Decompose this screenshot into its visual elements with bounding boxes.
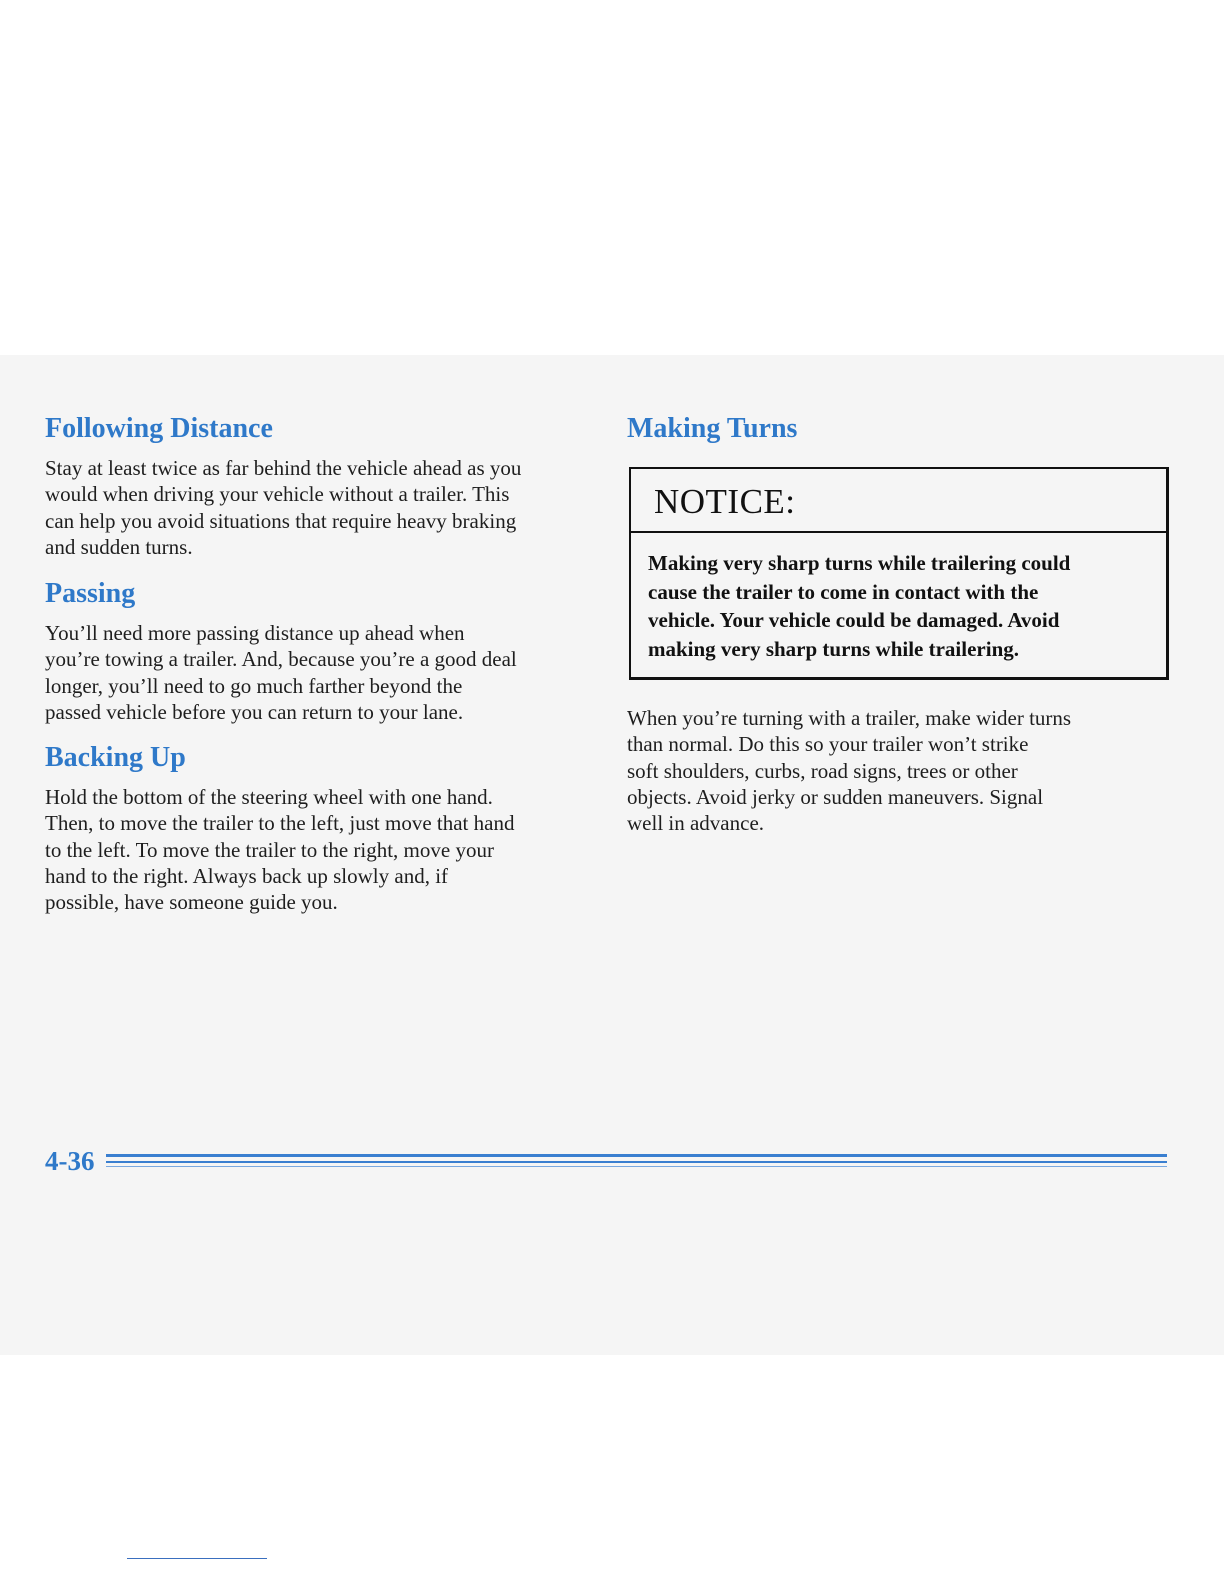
footer-rule [106, 1161, 1167, 1163]
paragraph-making-turns [627, 705, 1071, 836]
paragraph-backing-up [45, 784, 514, 915]
text-line: you’re towing a trailer. And, because you’re a good deal [45, 647, 517, 672]
text-line: longer, you’ll need to go much farther beyond the [45, 673, 463, 698]
heading-passing: Passing [45, 578, 136, 609]
notice-line: vehicle. Your vehicle could be damaged. Avoid [648, 608, 1060, 632]
paragraph-following-distance [45, 455, 521, 560]
notice-line: making very sharp turns while trailering. [648, 636, 1019, 661]
text-line: When you’re turning with a trailer, make wider turns [627, 706, 1072, 730]
text-line: hand to the right. Always back up slowly and, if [45, 863, 449, 888]
heading-making-turns: Making Turns [627, 413, 798, 444]
notice-text [631, 533, 1166, 663]
text-line: and sudden turns. [45, 534, 193, 559]
text-line: objects. Avoid jerky or sudden maneuvers. Signal [627, 784, 1044, 809]
heading-backing-up: Backing Up [45, 742, 186, 773]
notice-line: Making very sharp turns while trailering could [648, 551, 1071, 575]
text-line: Then, to move the trailer to the left, just move that hand [45, 811, 515, 836]
notice-line: cause the trailer to come in contact with the [648, 579, 1039, 604]
notice-box [629, 467, 1169, 680]
page-number: 4-36 [45, 1146, 95, 1176]
bottom-divider [127, 1558, 267, 1559]
text-line: to the left. To move the trailer to the right, move your [45, 837, 494, 862]
text-line: than normal. Do this so your trailer won’t strike [627, 732, 1029, 757]
text-line: possible, have someone guide you. [45, 890, 338, 915]
text-line: soft shoulders, curbs, road signs, trees or other [627, 758, 1018, 783]
text-line: passed vehicle before you can return to your lane. [45, 699, 464, 724]
footer-rule [106, 1166, 1167, 1167]
text-line: well in advance. [627, 811, 765, 836]
text-line: can help you avoid situations that require heavy braking [45, 508, 517, 533]
text-line: Stay at least twice as far behind the vehicle ahead as you [45, 456, 522, 480]
paragraph-passing [45, 620, 517, 725]
footer-rule [106, 1154, 1167, 1157]
heading-following-distance: Following Distance [45, 413, 273, 444]
text-line: Hold the bottom of the steering wheel with one hand. [45, 785, 493, 809]
notice-heading: NOTICE: [631, 469, 1166, 533]
text-line: would when driving your vehicle without a trailer. This [45, 482, 510, 507]
text-line: You’ll need more passing distance up ahead when [45, 621, 465, 645]
